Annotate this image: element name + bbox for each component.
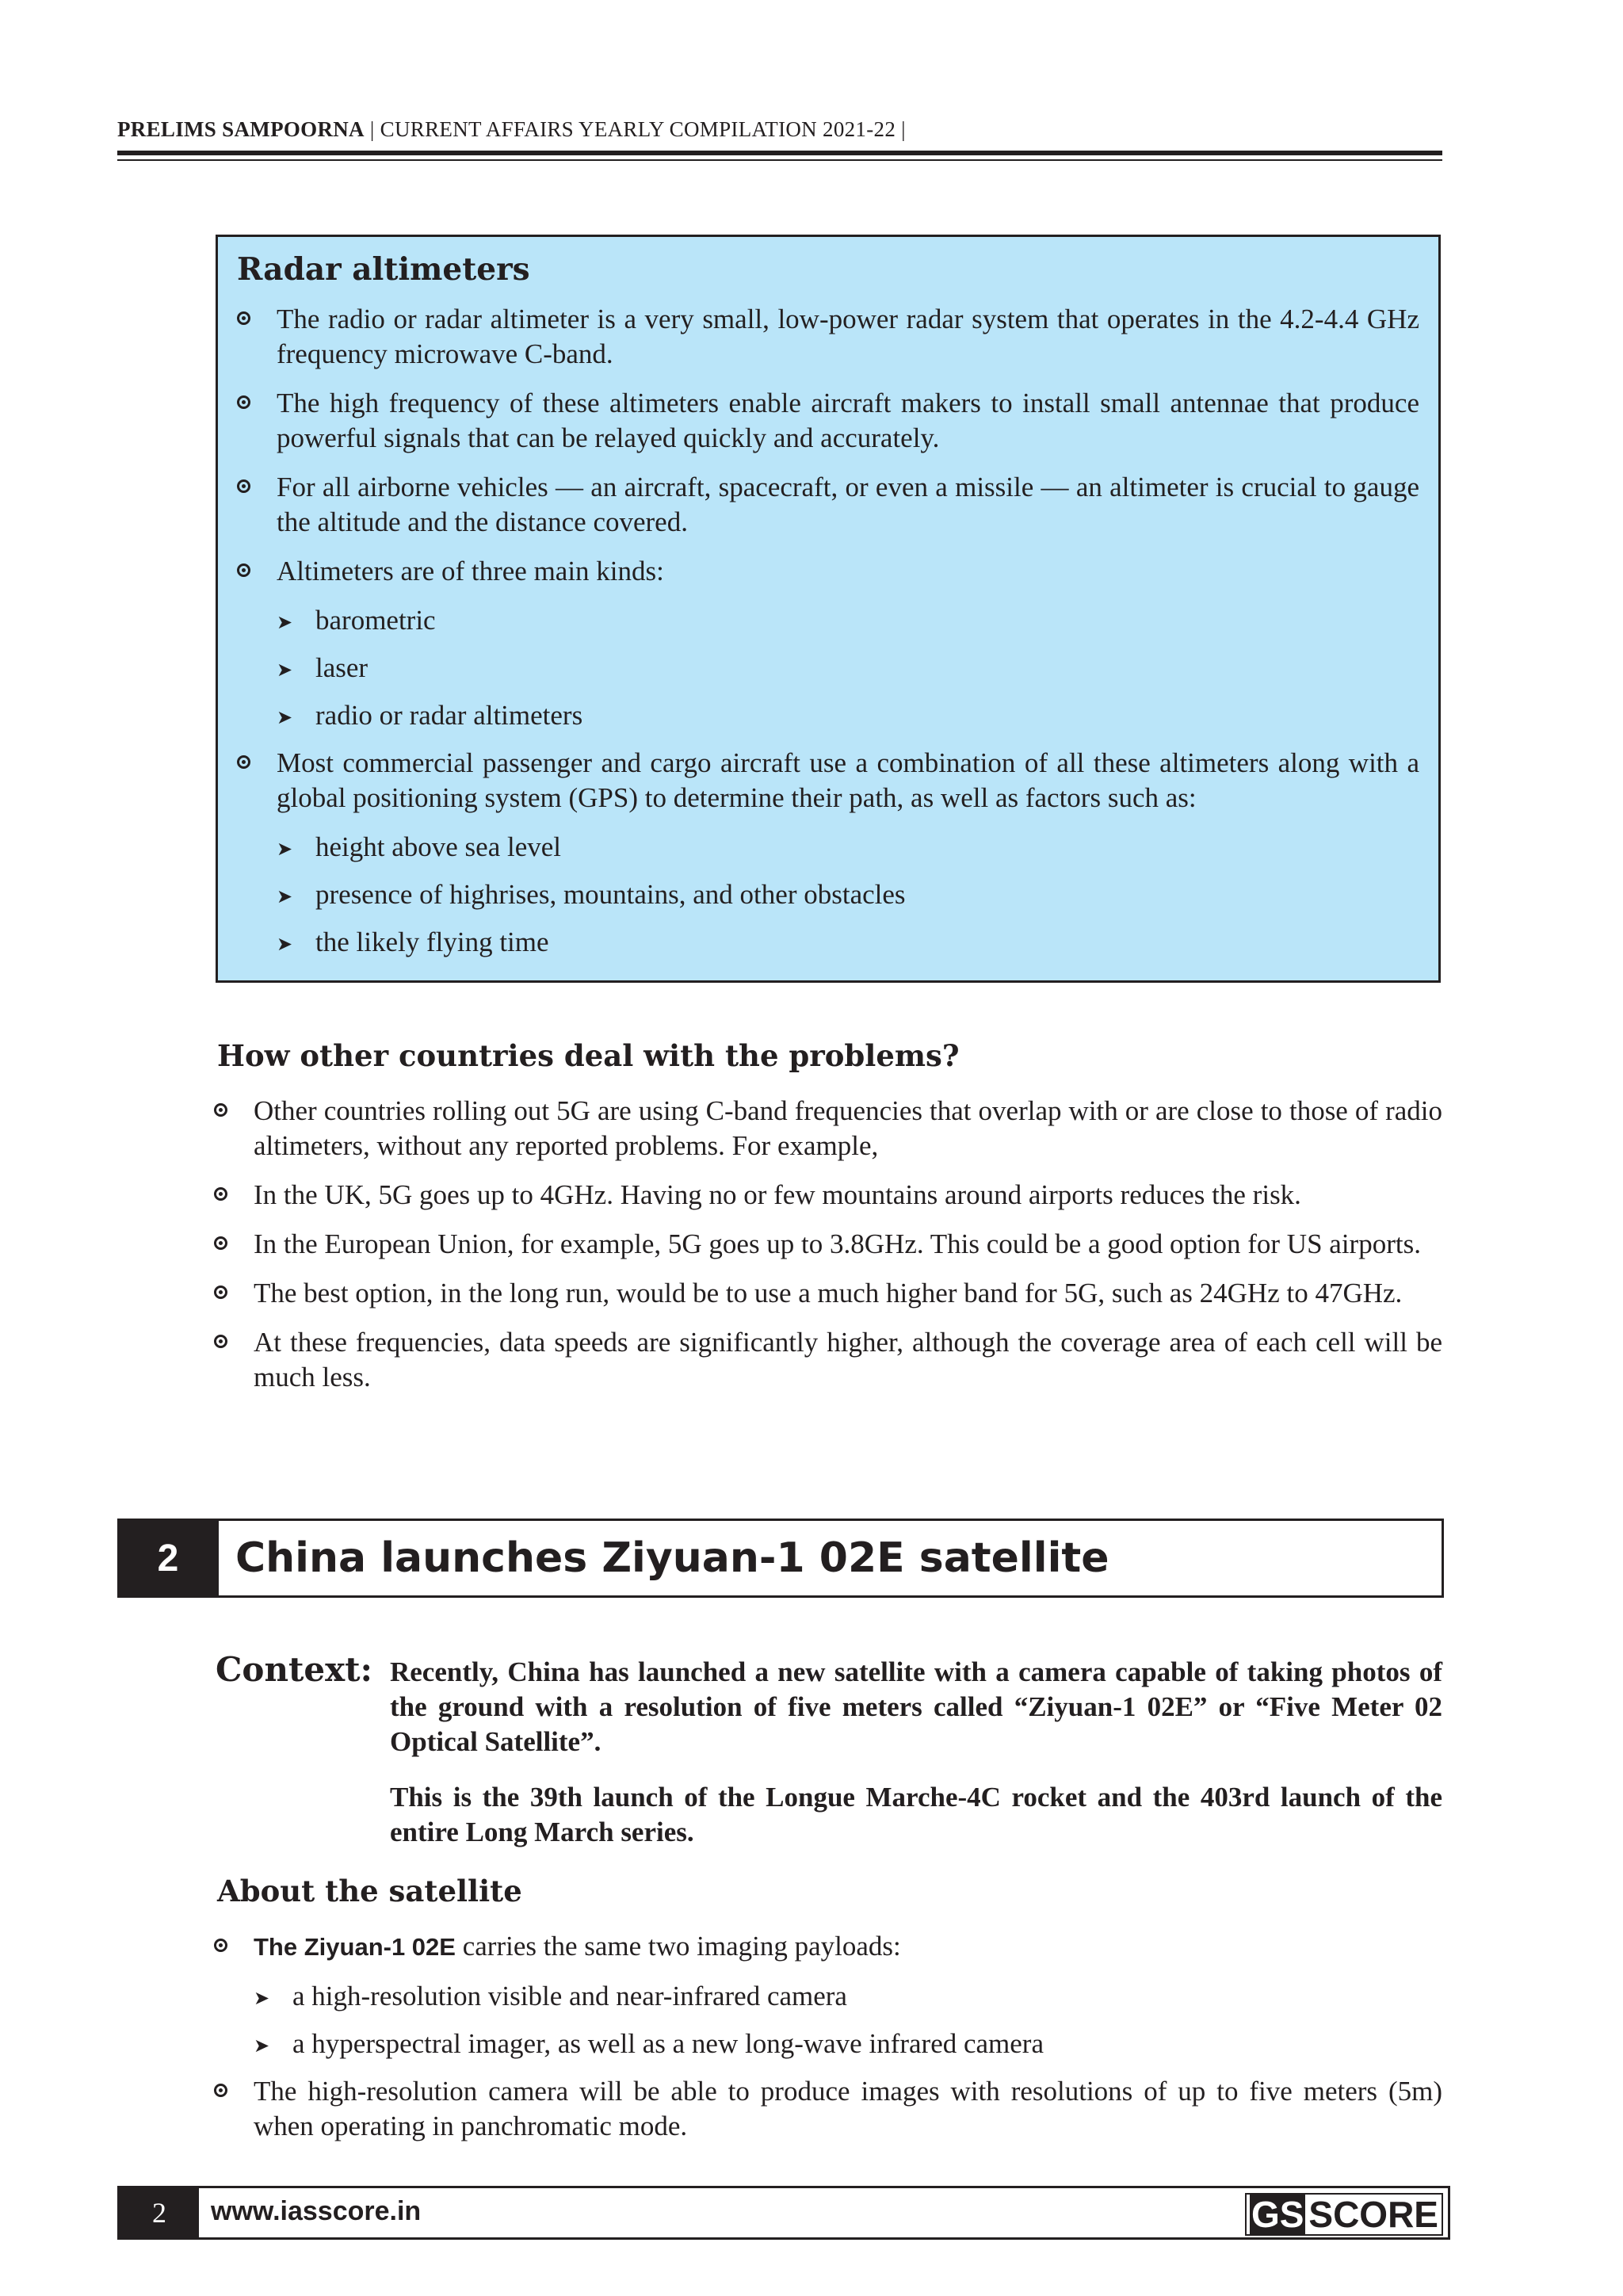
bullet-icon [214,1939,227,1952]
list-item: In the UK, 5G goes up to 4GHz. Having no or few mountains around airports reduces the risk. [214,1178,1442,1213]
topic-title: China launches Ziyuan-1 02E satellite [235,1534,1109,1582]
bullet-icon [214,1236,227,1250]
radar-altimeters-box [216,235,1441,983]
arrow-right-icon: ➤ [277,933,293,955]
list-item: The high-resolution camera will be able to produce images with resolutions of up to five meters (5m) when operating in panchromatic mode. [214,2074,1442,2144]
about-list [214,1929,1442,2158]
bullet-icon [237,395,250,409]
list-item: Altimeters are of three main kinds: [237,554,1419,589]
header-brand: PRELIMS SAMPOORNA [117,117,365,141]
divider [216,1521,219,1595]
sub-list-item: ➤ a high-resolution visible and near-infrared camera [214,1979,1442,2014]
footer-url: www.iasscore.in [211,2196,422,2226]
header-rule-thick [117,151,1442,155]
topic-number: 2 [120,1521,216,1595]
sub-list-item: ➤ height above sea level [237,830,1419,865]
arrow-right-icon: ➤ [277,885,293,907]
context-paragraph: Recently, China has launched a new satellite with a camera capable of taking photos of the ground with a resolution of five meters called “Ziyuan-1 02E” or “Five Meter 02 Optical Satellite”. [390,1656,1442,1757]
arrow-right-icon: ➤ [254,2034,270,2057]
sub-list-item: ➤ barometric [237,603,1419,638]
gs-score-logo [1245,2193,1443,2236]
sub-list-item: ➤ radio or radar altimeters [237,698,1419,733]
bullet-icon [214,1187,227,1201]
sub-list-item: ➤ a hyperspectral imager, as well as a new long-wave infrared camera [214,2027,1442,2061]
page-header [117,117,1442,142]
sub-list-item: ➤ presence of highrises, mountains, and other obstacles [237,877,1419,912]
list-item: Other countries rolling out 5G are using C-band frequencies that overlap with or are close to those of radio altimeters, without any reported problems. For example, [214,1094,1442,1163]
bullet-icon [237,479,250,493]
context-label: Context: [216,1650,373,1689]
countries-heading: How other countries deal with the problems? [217,1038,960,1073]
logo-score: SCORE [1308,2194,1438,2235]
bullet-icon [214,2084,227,2097]
bullet-icon [214,1286,227,1299]
topic-bar [117,1519,1444,1598]
logo-gs: GS [1251,2194,1304,2235]
bullet-icon [237,311,250,325]
list-item: For all airborne vehicles — an aircraft, spacecraft, or even a missile — an altimeter is crucial to gauge the altitude and the distance covered. [237,470,1419,540]
list-item: The radio or radar altimeter is a very small, low-power radar system that operates in the 4.2-4.4 GHz frequency microwave C-band. [237,302,1419,372]
header-subtitle: | CURRENT AFFAIRS YEARLY COMPILATION 2021-22 | [369,117,906,141]
arrow-right-icon: ➤ [277,659,293,681]
arrow-right-icon: ➤ [277,706,293,728]
list-item: Most commercial passenger and cargo aircraft use a combination of all these altimeters along with a global positioning system (GPS) to determine their path, as well as factors such as: [237,746,1419,816]
satellite-name: The Ziyuan-1 02E [254,1933,456,1961]
list-item: The best option, in the long run, would be to use a much higher band for 5G, such as 24GHz to 47GHz. [214,1276,1442,1311]
page-number: 2 [120,2188,199,2237]
arrow-right-icon: ➤ [254,1987,270,2009]
bullet-icon [214,1103,227,1117]
context-paragraph: This is the 39th launch of the Longue Marche-4C rocket and the 403rd launch of the entire Long March series. [390,1782,1442,1847]
list-item: At these frequencies, data speeds are significantly higher, although the coverage area of each cell will be much less. [214,1325,1442,1395]
bullet-icon [237,563,250,577]
arrow-right-icon: ➤ [277,611,293,633]
countries-list [214,1094,1442,1409]
sub-list-item: ➤ laser [237,651,1419,686]
list-item: In the European Union, for example, 5G goes up to 3.8GHz. This could be a good option for US airports. [214,1227,1442,1262]
box-title: Radar altimeters [237,251,530,288]
bullet-icon [237,755,250,769]
page-footer [117,2186,1450,2240]
bullet-icon [214,1335,227,1348]
list-item: The high frequency of these altimeters enable aircraft makers to install small antennae that produce powerful signals that can be relayed quickly and accurately. [237,386,1419,456]
list-item: The Ziyuan-1 02E carries the same two imaging payloads: [214,1929,1442,1965]
header-rule-thin [117,159,1442,161]
about-heading: About the satellite [217,1874,522,1908]
arrow-right-icon: ➤ [277,838,293,860]
sub-list-item: ➤ the likely flying time [237,925,1419,960]
